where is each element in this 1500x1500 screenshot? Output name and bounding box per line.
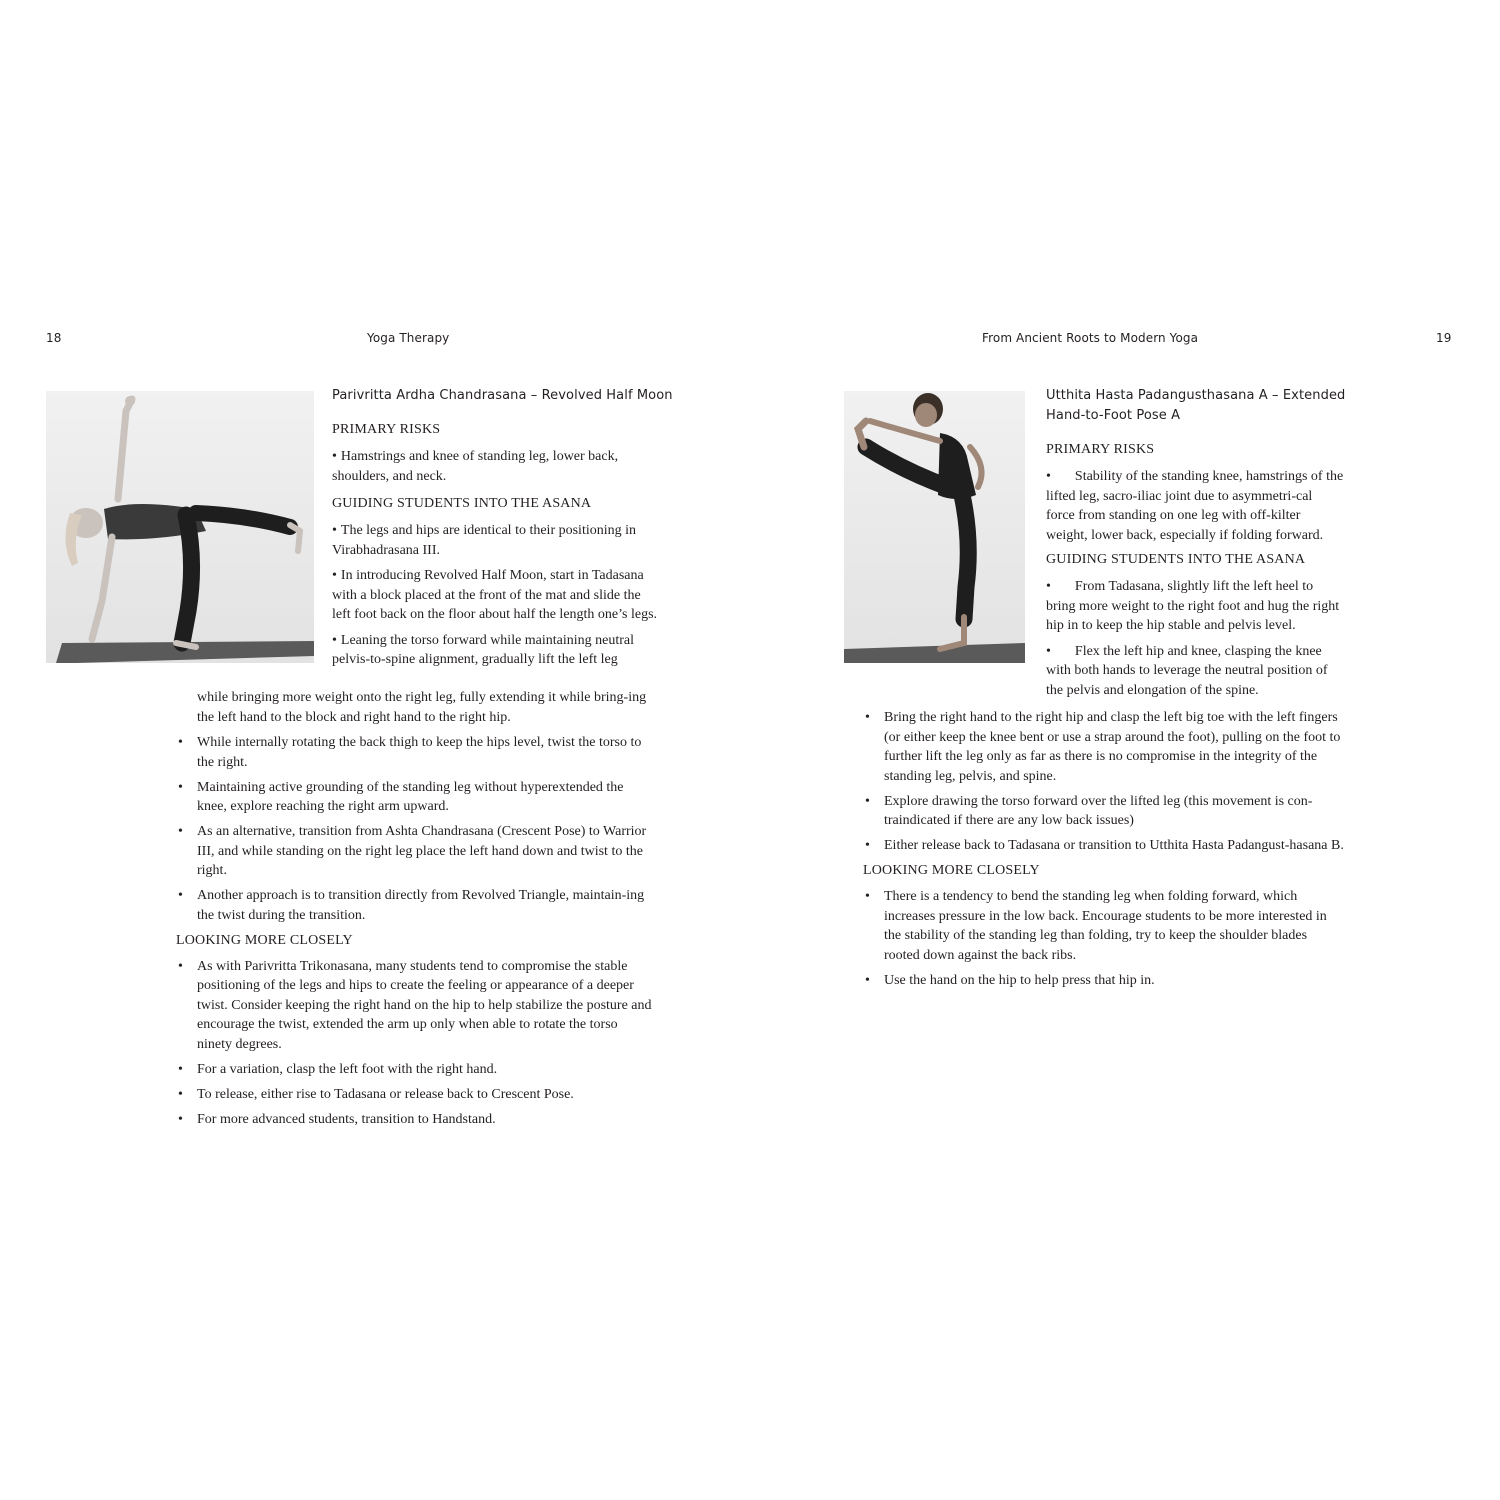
- guiding-section-left: [332, 494, 660, 670]
- running-head-left: Yoga Therapy: [367, 331, 450, 345]
- guiding-item: • Leaning the torso forward while maintaining neutral pelvis-to-spine alignment, gradually lift the left leg: [332, 632, 635, 667]
- primary-risks-section-right: [1046, 440, 1344, 700]
- list-item: • Maintaining active grounding of the standing leg without hyperextended the knee, explore reaching the right arm upward.: [178, 779, 624, 814]
- primary-risks-section-left: [332, 420, 662, 486]
- extended-hand-to-foot-photo: [844, 391, 1025, 663]
- extended-hand-to-foot-illustration: [844, 391, 1025, 663]
- guiding-heading: GUIDING STUDENTS INTO THE ASANA: [332, 496, 592, 511]
- revolved-half-moon-illustration: [46, 391, 314, 663]
- guiding-list-right: [863, 708, 1345, 856]
- page-number-left: 18: [46, 331, 62, 345]
- guiding-item: • The legs and hips are identical to their positioning in Virabhadrasana III.: [332, 523, 637, 558]
- list-item: • Explore drawing the torso forward over the lifted leg (this movement is con-traindicated if there are any low back issues): [865, 793, 1313, 828]
- list-item: • For a variation, clasp the left foot with the right hand.: [178, 1061, 498, 1077]
- list-item: • As an alternative, transition from Ashta Chandrasana (Crescent Pose) to Warrior III, and while standing on the right leg place the left hand down and twist to the right.: [178, 824, 647, 878]
- list-item: • Use the hand on the hip to help press that hip in.: [865, 972, 1155, 988]
- pose-title-right-line2: Hand-to-Foot Pose A: [1046, 408, 1181, 423]
- guiding-continuation-text: while bringing more weight onto the right leg, fully extending it while bring-ing the left hand to the block and right hand to the right hip.: [197, 690, 647, 725]
- page-number-right: 19: [1436, 331, 1452, 345]
- list-item: • As with Parivritta Trikonasana, many students tend to compromise the stable positioning of the legs and hips to create the feeling or appearance of a deeper twist. Consider keeping the right hand on the hip to help stabilize the posture and encourage the twist, extended the arm up only when able to rotate the torso ninety degrees.: [178, 958, 652, 1052]
- list-item: • To release, either rise to Tadasana or release back to Crescent Pose.: [178, 1086, 574, 1102]
- primary-risks-text: • Hamstrings and knee of standing leg, lower back, shoulders, and neck.: [332, 449, 619, 484]
- list-item: • For more advanced students, transition to Handstand.: [178, 1111, 496, 1127]
- guiding-continuation-left: [176, 688, 656, 1135]
- bullet: •: [332, 449, 337, 464]
- guiding-item: • In introducing Revolved Half Moon, start in Tadasana with a block placed at the front of the mat and slide the left foot back on the floor about half the length one’s legs.: [332, 568, 658, 622]
- list-item: • While internally rotating the back thigh to keep the hips level, twist the torso to the right.: [178, 735, 642, 770]
- guiding-list-left: [176, 733, 656, 925]
- looking-list-left: [176, 957, 656, 1130]
- looking-heading-left: LOOKING MORE CLOSELY: [176, 932, 353, 948]
- revolved-half-moon-photo: [46, 391, 314, 663]
- guiding-continuation-right: [863, 708, 1345, 996]
- primary-risks-heading: PRIMARY RISKS: [332, 422, 441, 437]
- list-item: • There is a tendency to bend the standing leg when folding forward, which increases pressure in the low back. Encourage students to be more interested in the stability of the standing leg than folding, try to keep the shoulder blades rooted down against the back ribs.: [865, 889, 1327, 963]
- pose-title-right-line1: Utthita Hasta Padangusthasana A – Extended: [1046, 388, 1346, 403]
- list-item: • Either release back to Tadasana or transition to Utthita Hasta Padangust-hasana B.: [865, 838, 1344, 853]
- guiding-item: • From Tadasana, slightly lift the left heel to bring more weight to the right foot and hug the right hip in to keep the hip stable and pelvis level.: [1046, 579, 1340, 633]
- primary-risks-heading: PRIMARY RISKS: [1046, 442, 1155, 457]
- guiding-item: • Flex the left hip and knee, clasping the knee with both hands to leverage the neutral position of the pelvis and elongation of the spine.: [1046, 643, 1328, 698]
- looking-heading-right: LOOKING MORE CLOSELY: [863, 863, 1040, 878]
- pose-title-right: [1046, 386, 1366, 426]
- looking-list-right: [863, 887, 1345, 990]
- list-item: • Bring the right hand to the right hip and clasp the left big toe with the left fingers (or either keep the knee bent or use a strap around the foot), pulling on the foot to further lift the leg only as far as there is no compromise in the integrity of the standing leg, pelvis, and spine.: [865, 710, 1341, 784]
- running-head-right: From Ancient Roots to Modern Yoga: [982, 331, 1199, 345]
- pose-title-left: Parivritta Ardha Chandrasana – Revolved Half Moon: [332, 388, 673, 403]
- list-item: • Another approach is to transition directly from Revolved Triangle, maintain-ing the twist during the transition.: [178, 888, 645, 923]
- primary-risks-text: • Stability of the standing knee, hamstrings of the lifted leg, sacro-iliac joint due to asymmetri-cal force from standing on one leg with off-kilter weight, lower back, especially if folding forward.: [1046, 469, 1344, 543]
- guiding-heading: GUIDING STUDENTS INTO THE ASANA: [1046, 552, 1306, 567]
